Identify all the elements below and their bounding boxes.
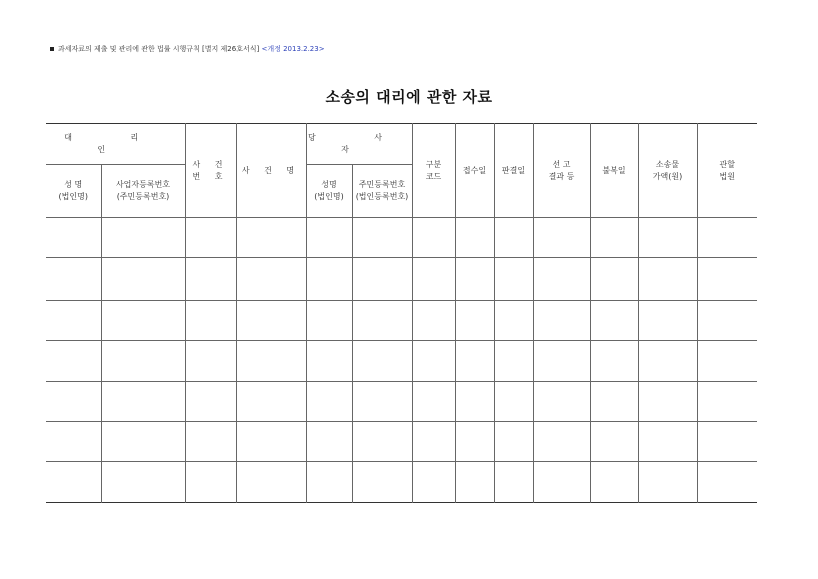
table-cell[interactable] <box>412 301 455 341</box>
table-cell[interactable] <box>306 382 352 422</box>
table-cell[interactable] <box>185 258 236 301</box>
table-cell[interactable] <box>455 258 494 301</box>
table-cell[interactable] <box>638 341 697 382</box>
table-cell[interactable] <box>352 341 412 382</box>
table-cell[interactable] <box>494 422 533 462</box>
table-cell[interactable] <box>590 341 638 382</box>
form-reference: 과세자료의 제출 및 관리에 관한 법률 시행규칙 [별지 제26호서식] <box>58 45 260 53</box>
table-cell[interactable] <box>101 258 185 301</box>
table-cell[interactable] <box>533 218 590 258</box>
document-title: 소송의 대리에 관한 자료 <box>325 88 493 106</box>
table-cell[interactable] <box>46 422 101 462</box>
table-cell[interactable] <box>412 218 455 258</box>
table-cell[interactable] <box>455 218 494 258</box>
table-cell[interactable] <box>352 422 412 462</box>
bullet-icon <box>50 47 54 51</box>
table-cell[interactable] <box>185 462 236 503</box>
table-cell[interactable] <box>697 301 757 341</box>
table-cell[interactable] <box>533 422 590 462</box>
table-cell[interactable] <box>494 341 533 382</box>
table-cell[interactable] <box>352 462 412 503</box>
table-cell[interactable] <box>697 382 757 422</box>
table-cell[interactable] <box>638 462 697 503</box>
agent-registration-number-header: 사업자등록번호 (주민등록번호) <box>101 165 185 218</box>
party-registration-number-header: 주민등록번호 (법인등록번호) <box>352 165 412 218</box>
table-cell[interactable] <box>494 258 533 301</box>
case-number-header: 사 건 번 호 <box>185 124 236 218</box>
table-cell[interactable] <box>638 382 697 422</box>
table-cell[interactable] <box>352 258 412 301</box>
table-cell[interactable] <box>494 218 533 258</box>
table-cell[interactable] <box>590 218 638 258</box>
table-cell[interactable] <box>236 382 306 422</box>
table-cell[interactable] <box>590 462 638 503</box>
table-cell[interactable] <box>185 218 236 258</box>
table-cell[interactable] <box>697 218 757 258</box>
form-header-note <box>50 44 325 54</box>
revision-date: <개정 2013.2.23> <box>261 45 325 53</box>
table-cell[interactable] <box>590 422 638 462</box>
table-cell[interactable] <box>185 301 236 341</box>
table-cell[interactable] <box>236 462 306 503</box>
table-cell[interactable] <box>455 382 494 422</box>
table-cell[interactable] <box>412 341 455 382</box>
case-name-header: 사 건 명 <box>236 124 306 218</box>
table-cell[interactable] <box>46 218 101 258</box>
table-row <box>46 422 757 462</box>
sentence-result-header: 선 고 결과 등 <box>533 124 590 218</box>
table-cell[interactable] <box>590 382 638 422</box>
table-cell[interactable] <box>185 422 236 462</box>
table-cell[interactable] <box>236 301 306 341</box>
agent-name-header: 성 명 (법인명) <box>46 165 101 218</box>
table-cell[interactable] <box>697 258 757 301</box>
table-cell[interactable] <box>306 341 352 382</box>
table-cell[interactable] <box>101 301 185 341</box>
table-cell[interactable] <box>455 462 494 503</box>
table-cell[interactable] <box>697 341 757 382</box>
appeal-date-header: 불복일 <box>590 124 638 218</box>
table-cell[interactable] <box>494 462 533 503</box>
table-cell[interactable] <box>46 462 101 503</box>
table-cell[interactable] <box>46 341 101 382</box>
table-row <box>46 218 757 258</box>
table-cell[interactable] <box>306 462 352 503</box>
table-cell[interactable] <box>236 218 306 258</box>
table-cell[interactable] <box>533 462 590 503</box>
table-cell[interactable] <box>306 218 352 258</box>
table-cell[interactable] <box>590 258 638 301</box>
table-cell[interactable] <box>494 301 533 341</box>
table-cell[interactable] <box>101 382 185 422</box>
table-cell[interactable] <box>306 422 352 462</box>
table-cell[interactable] <box>352 218 412 258</box>
party-name-header: 성명 (법인명) <box>306 165 352 218</box>
table-cell[interactable] <box>494 382 533 422</box>
table-cell[interactable] <box>101 462 185 503</box>
table-cell[interactable] <box>455 422 494 462</box>
table-cell[interactable] <box>101 341 185 382</box>
table-cell[interactable] <box>412 382 455 422</box>
table-cell[interactable] <box>236 258 306 301</box>
table-cell[interactable] <box>101 218 185 258</box>
table-cell[interactable] <box>46 301 101 341</box>
table-cell[interactable] <box>185 382 236 422</box>
table-row <box>46 462 757 503</box>
category-code-header: 구분 코드 <box>412 124 455 218</box>
table-cell[interactable] <box>455 301 494 341</box>
table-cell[interactable] <box>638 301 697 341</box>
table-row <box>46 301 757 341</box>
table-cell[interactable] <box>352 301 412 341</box>
table-cell[interactable] <box>412 258 455 301</box>
table-cell[interactable] <box>236 422 306 462</box>
table-cell[interactable] <box>533 258 590 301</box>
table-cell[interactable] <box>533 301 590 341</box>
table-cell[interactable] <box>590 301 638 341</box>
table-cell[interactable] <box>46 258 101 301</box>
filing-date-header: 접수일 <box>455 124 494 218</box>
table-cell[interactable] <box>638 258 697 301</box>
party-group-header: 당 사 자 <box>306 124 412 165</box>
table-cell[interactable] <box>306 301 352 341</box>
court-header: 관할 법원 <box>697 124 757 218</box>
table-cell[interactable] <box>185 341 236 382</box>
table-cell[interactable] <box>46 382 101 422</box>
table-cell[interactable] <box>412 462 455 503</box>
table-cell[interactable] <box>306 258 352 301</box>
table-row <box>46 341 757 382</box>
table-cell[interactable] <box>236 341 306 382</box>
claim-amount-header: 소송물 가액(원) <box>638 124 697 218</box>
table-cell[interactable] <box>455 341 494 382</box>
table-row <box>46 382 757 422</box>
table-cell[interactable] <box>638 218 697 258</box>
judgment-date-header: 판결일 <box>494 124 533 218</box>
litigation-agency-table <box>46 123 757 503</box>
table-cell[interactable] <box>412 422 455 462</box>
table-row <box>46 258 757 301</box>
table-cell[interactable] <box>638 422 697 462</box>
table-cell[interactable] <box>352 382 412 422</box>
table-cell[interactable] <box>533 382 590 422</box>
table-cell[interactable] <box>697 462 757 503</box>
agent-group-header: 대 리 인 <box>46 124 185 165</box>
table-cell[interactable] <box>101 422 185 462</box>
table-cell[interactable] <box>533 341 590 382</box>
table-cell[interactable] <box>697 422 757 462</box>
